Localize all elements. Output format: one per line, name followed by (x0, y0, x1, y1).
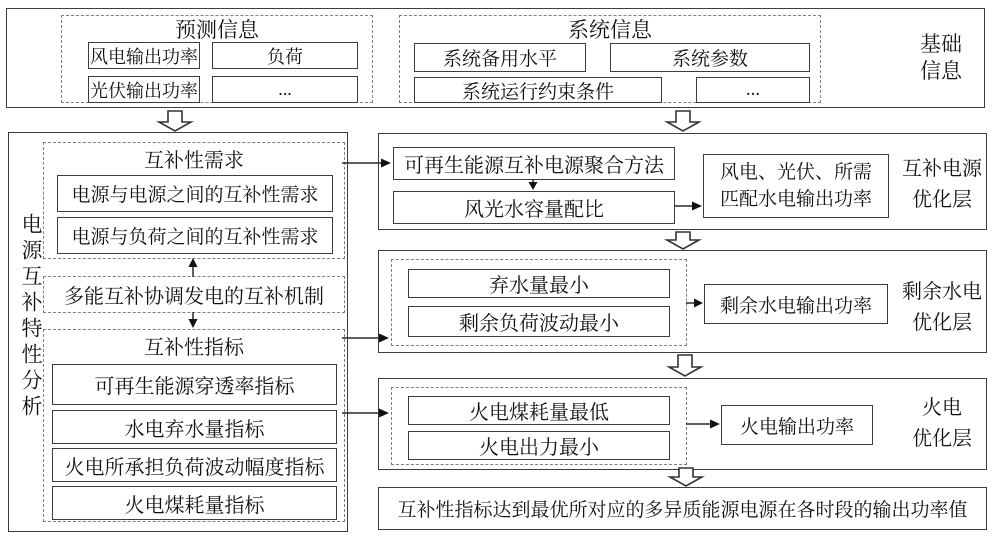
info-item: 系统备用水平 (414, 43, 586, 72)
objective-item: 火电出力最小 (408, 431, 670, 460)
residual-hydro-label-line2: 优化层 (912, 312, 972, 334)
thermal-layer-label-line2: 优化层 (912, 428, 972, 450)
residual-hydro-layer-label (897, 277, 987, 339)
complementary-layer-label-line2: 优化层 (912, 189, 972, 211)
objective-item: 弃水量最小 (408, 269, 670, 298)
indicator-item: 可再生能源穿透率指标 (52, 364, 337, 405)
complementary-layer-label-line1: 互补电源 (902, 158, 982, 180)
info-item: 系统参数 (610, 43, 810, 72)
complementary-layer-label (899, 154, 985, 216)
info-item: 负荷 (212, 42, 358, 69)
analysis-section (8, 132, 348, 532)
demand-item: 电源与电源之间的互补性需求 (57, 175, 333, 212)
info-item: ... (212, 76, 358, 103)
prediction-info-group (61, 15, 373, 103)
system-info-title: 系统信息 (568, 18, 652, 42)
demand-item: 电源与负荷之间的互补性需求 (57, 217, 333, 254)
indicator-item: 火电所承担负荷波动幅度指标 (52, 448, 337, 482)
complementary-layer-section (378, 133, 987, 230)
mechanism-box: 多能互补协调发电的互补机制 (43, 276, 345, 313)
system-info-group (399, 15, 821, 103)
demand-group (43, 142, 345, 259)
block-arrow-top-to-layer1 (667, 111, 699, 131)
demand-title: 互补性需求 (144, 149, 244, 172)
thermal-layer-label-line1: 火电 (922, 397, 962, 419)
residual-objectives-group (391, 259, 687, 346)
objective-item: 剩余负荷波动最小 (408, 306, 670, 337)
aggregation-method-box: 可再生能源互补电源聚合方法 (393, 147, 675, 180)
block-arrow-layer3-to-result (670, 468, 702, 486)
indicator-item: 水电弃水量指标 (52, 410, 337, 444)
basic-info-label-line2: 信息 (920, 59, 962, 83)
basic-info-label-line1: 基础 (920, 32, 962, 56)
block-arrow-layer2-to-layer3 (669, 355, 701, 376)
residual-hydro-layer-section (378, 250, 987, 353)
objective-item: 火电煤耗量最低 (408, 396, 670, 425)
block-arrow-top-to-analysis (159, 111, 191, 131)
complementary-output-line2: 匹配水电输出功率 (719, 189, 872, 210)
thermal-objectives-group (391, 387, 687, 465)
result-bar: 互补性指标达到最优所对应的多异质能源电源在各时段的输出功率值 (378, 487, 987, 530)
thermal-layer-section (378, 378, 987, 470)
residual-hydro-label-line1: 剩余水电 (902, 281, 982, 303)
prediction-info-title: 预测信息 (175, 18, 259, 42)
thermal-output-box: 火电输出功率 (721, 405, 873, 445)
thermal-layer-label (899, 393, 985, 455)
complementary-output-line1: 风电、光伏、所需 (719, 162, 872, 183)
info-item: 风电输出功率 (88, 42, 200, 69)
capacity-ratio-box: 风光水容量配比 (393, 191, 675, 224)
indicator-title: 互补性指标 (144, 336, 244, 359)
indicator-group (43, 329, 345, 522)
info-item: 光伏输出功率 (88, 76, 200, 103)
indicator-item: 火电煤耗量指标 (52, 486, 337, 520)
residual-hydro-output-box: 剩余水电输出功率 (704, 284, 888, 324)
basic-info-label (899, 31, 983, 85)
info-item: ... (696, 77, 810, 103)
complementary-output-box (703, 154, 889, 218)
analysis-vertical-label: 电源互补特性分析 (19, 213, 43, 421)
basic-info-section (6, 8, 985, 108)
block-arrow-layer1-to-layer2 (667, 232, 699, 249)
info-item: 系统运行约束条件 (414, 77, 662, 103)
